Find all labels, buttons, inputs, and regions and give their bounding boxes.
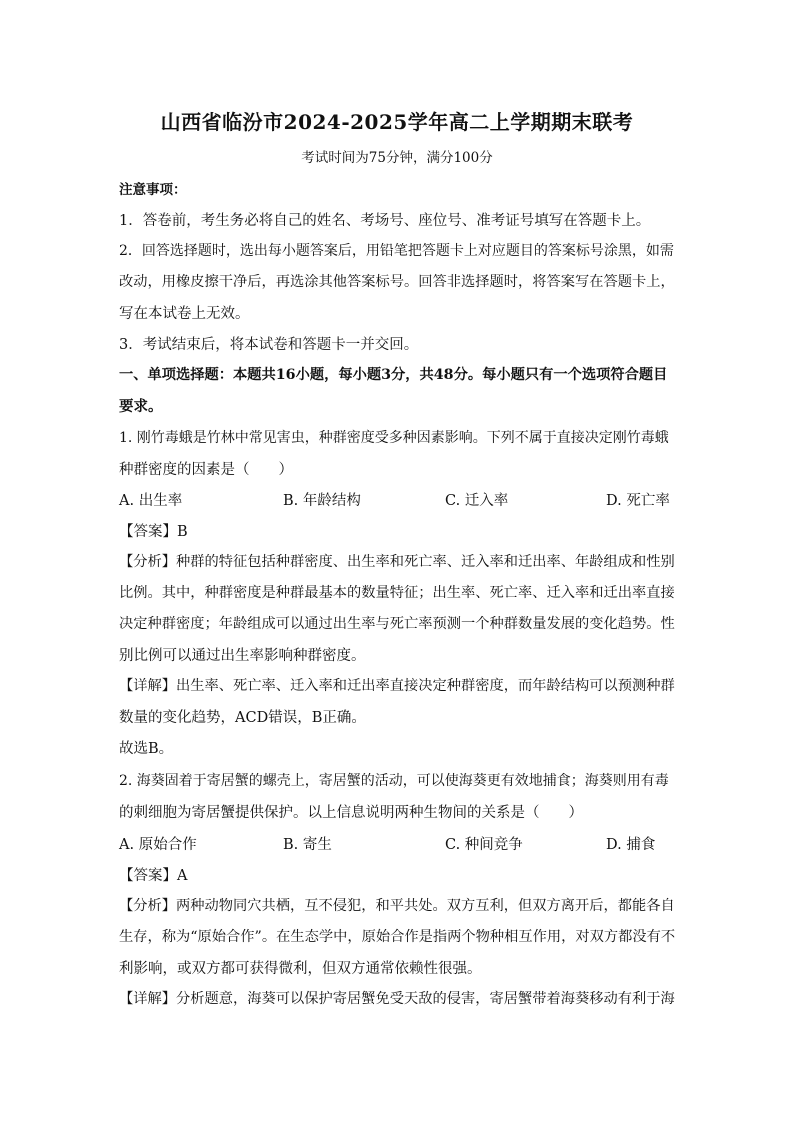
q2-option-d: D. 捕食 (606, 837, 656, 853)
q1-detail: 【详解】出生率、死亡率、迁入率和迁出率直接决定种群密度，而年龄结构可以预测种群 (119, 678, 675, 694)
question-1-stem: 种群密度的因素是（ ） (119, 462, 293, 478)
q2-analysis: 利影响，或双方都可获得微利，但双方通常依赖性很强。 (119, 961, 482, 977)
q2-detail: 【详解】分析题意，海葵可以保护寄居蟹免受天敌的侵害，寄居蟹带着海葵移动有利于海 (119, 991, 675, 1007)
q2-option-a: A. 原始合作 (119, 837, 197, 853)
q1-conclusion: 故选B。 (119, 741, 174, 757)
q1-option-a: A. 出生率 (119, 493, 183, 509)
q1-option-d: D. 死亡率 (606, 493, 670, 509)
notice-line: 改动，用橡皮擦干净后，再选涂其他答案标号。回答非选择题时，将答案写在答题卡上， (119, 274, 675, 290)
exam-time-note: 考试时间为75分钟，满分100分 (301, 150, 493, 166)
q1-option-b: B. 年龄结构 (283, 493, 361, 509)
q1-option-c: C. 迁入率 (445, 493, 509, 509)
q2-analysis: 【分析】两种动物同穴共栖，互不侵犯，和平共处。双方互利，但双方离开后，都能各自 (119, 898, 675, 914)
notice-line: 写在本试卷上无效。 (119, 306, 250, 322)
section-heading: 要求。 (119, 398, 163, 415)
q1-analysis: 决定种群密度；年龄组成可以通过出生率与死亡率预测一个种群数量发展的变化趋势。性 (119, 616, 675, 632)
question-1-stem: 1. 刚竹毒蛾是竹林中常见害虫，种群密度受多种因素影响。下列不属于直接决定刚竹毒蛾 (119, 430, 669, 446)
section-heading: 一、单项选择题：本题共16小题，每小题3分，共48分。每小题只有一个选项符合题目 (119, 367, 668, 383)
page-title: 山西省临汾市2024-2025学年高二上学期期末联考 (160, 110, 634, 134)
notice-heading: 注意事项： (119, 182, 187, 198)
q1-answer: 【答案】B (119, 524, 188, 540)
q2-option-c: C. 种间竞争 (445, 837, 523, 853)
q1-analysis: 比例。其中，种群密度是种群最基本的数量特征；出生率、死亡率、迁入率和迁出率直接 (119, 585, 675, 601)
question-2-stem: 2. 海葵固着于寄居蟹的螺壳上，寄居蟹的活动，可以使海葵更有效地捕食；海葵则用有毒 (119, 773, 669, 789)
q1-analysis: 【分析】种群的特征包括种群密度、出生率和死亡率、迁入率和迁出率、年龄组成和性别 (119, 554, 675, 570)
question-2-stem: 的刺细胞为寄居蟹提供保护。以上信息说明两种生物间的关系是（ ） (119, 805, 583, 821)
q2-analysis: 生存，称为“原始合作”。在生态学中，原始合作是指两个物种相互作用，对双方都没有不 (119, 929, 676, 945)
notice-line: 2．回答选择题时，选出每小题答案后，用铅笔把答题卡上对应题目的答案标号涂黑，如需 (119, 243, 674, 259)
q2-option-b: B. 寄生 (283, 837, 332, 853)
q2-answer: 【答案】A (119, 868, 188, 884)
notice-line: 1．答卷前，考生务必将自己的姓名、考场号、座位号、准考证号填写在答题卡上。 (119, 213, 651, 229)
q1-detail: 数量的变化趋势，ACD错误，B正确。 (119, 710, 366, 726)
q1-analysis: 别比例可以通过出生率影响种群密度。 (119, 648, 366, 664)
notice-line: 3．考试结束后，将本试卷和答题卡一并交回。 (119, 337, 419, 353)
